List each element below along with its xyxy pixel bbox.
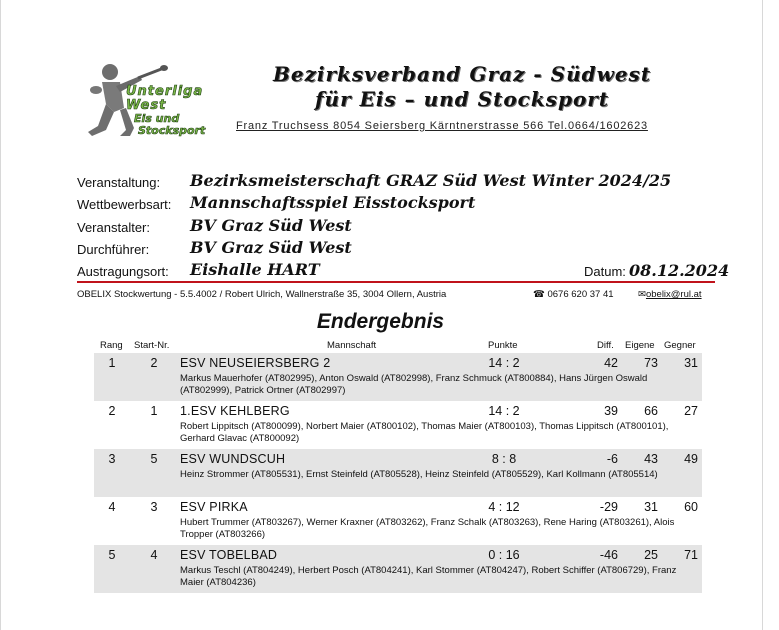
own-cell: 31 bbox=[644, 500, 658, 514]
diff-cell: 42 bbox=[604, 356, 618, 370]
table-row bbox=[94, 449, 702, 497]
points-cell: 4 : 12 bbox=[488, 500, 520, 514]
player-list: Robert Lippitsch (AT800099), Norbert Maier (AT800102), Thomas Maier (AT800103), Thomas Lippitsch (AT800101), Gerhard Glavac (AT800092) bbox=[180, 421, 669, 444]
org-title-line1: Bezirksverband Graz - Südwest bbox=[272, 62, 652, 86]
start-number-cell: 2 bbox=[150, 356, 158, 370]
divider-rule bbox=[77, 281, 715, 283]
info-value: BV Graz Süd West bbox=[190, 238, 352, 257]
team-name: ESV TOBELBAD bbox=[180, 548, 278, 562]
mail-icon: ✉ bbox=[638, 289, 646, 300]
info-value: Eishalle HART bbox=[190, 260, 320, 279]
points-cell: 8 : 8 bbox=[491, 452, 517, 466]
date-value: 08.12.2024 bbox=[629, 261, 730, 280]
table-row bbox=[94, 497, 702, 545]
points-cell: 14 : 2 bbox=[488, 356, 520, 370]
info-value: Mannschaftsspiel Eisstocksport bbox=[190, 193, 476, 212]
info-label: Veranstalter: bbox=[77, 220, 150, 235]
start-number-cell: 3 bbox=[150, 500, 158, 514]
info-label: Veranstaltung: bbox=[77, 175, 161, 190]
start-number-cell: 4 bbox=[150, 548, 158, 562]
result-title bbox=[0, 310, 779, 334]
col-header-rank: Rang bbox=[100, 340, 123, 351]
opponent-cell: 71 bbox=[684, 548, 698, 562]
team-name: ESV PIRKA bbox=[180, 500, 248, 514]
opponent-cell: 60 bbox=[684, 500, 698, 514]
opponent-cell: 27 bbox=[684, 404, 698, 418]
logo-text-line4: Stocksport bbox=[138, 124, 206, 137]
points-cell: 14 : 2 bbox=[488, 404, 520, 418]
results-table bbox=[94, 353, 702, 593]
table-row bbox=[94, 545, 702, 593]
own-cell: 43 bbox=[644, 452, 658, 466]
player-list: Markus Teschl (AT804249), Herbert Posch (AT804241), Karl Stommer (AT804247), Robert Schiffer (AT806729), Franz Maier (AT804236) bbox=[180, 565, 677, 588]
col-header-own: Eigene bbox=[625, 340, 655, 351]
info-value: Bezirksmeisterschaft GRAZ Süd West Winter 2024/25 bbox=[190, 171, 672, 190]
opponent-cell: 49 bbox=[684, 452, 698, 466]
info-label: Durchführer: bbox=[77, 242, 150, 257]
software-credit: OBELIX Stockwertung - 5.5.4002 / Robert Ulrich, Wallnerstraße 35, 3004 Ollern, Austria bbox=[77, 289, 447, 300]
logo-text-line3: Eis und bbox=[134, 112, 180, 125]
col-header-points: Punkte bbox=[488, 340, 518, 351]
start-number-cell: 1 bbox=[150, 404, 158, 418]
team-name: 1.ESV KEHLBERG bbox=[180, 404, 290, 418]
col-header-diff: Diff. bbox=[597, 340, 614, 351]
rank-cell: 5 bbox=[108, 548, 116, 562]
result-title-text: Endergebnis bbox=[316, 310, 445, 333]
info-value: BV Graz Süd West bbox=[190, 216, 352, 235]
col-header-start: Start-Nr. bbox=[134, 340, 170, 351]
org-address: Franz Truchsess 8054 Seiersberg Kärntnerstrasse 566 Tel.0664/1602623 bbox=[236, 120, 648, 132]
diff-cell: -6 bbox=[606, 452, 618, 466]
table-row bbox=[94, 401, 702, 449]
opponent-cell: 31 bbox=[684, 356, 698, 370]
own-cell: 66 bbox=[644, 404, 658, 418]
team-name: ESV NEUSEIERSBERG 2 bbox=[180, 356, 331, 370]
diff-cell: -46 bbox=[599, 548, 618, 562]
player-list: Markus Mauerhofer (AT802995), Anton Oswald (AT802998), Franz Schmuck (AT800884), Hans Jürgen Oswald (AT802999), Patrick Ortner (AT802997) bbox=[180, 373, 648, 396]
logo-text-line2: West bbox=[126, 98, 167, 113]
email-link[interactable] bbox=[638, 289, 702, 300]
org-title-line2: für Eis – und Stocksport bbox=[314, 87, 610, 111]
info-label: Austragungsort: bbox=[77, 264, 169, 279]
player-list: Heinz Strommer (AT805531), Ernst Steinfeld (AT805528), Heinz Steinfeld (AT805529), Karl Kollmann (AT805514) bbox=[180, 469, 658, 480]
rank-cell: 4 bbox=[108, 500, 116, 514]
start-number-cell: 5 bbox=[150, 452, 158, 466]
info-label: Wettbewerbsart: bbox=[77, 197, 172, 212]
email-text[interactable]: obelix@rul.at bbox=[645, 289, 702, 300]
rank-cell: 3 bbox=[108, 452, 116, 466]
team-name: ESV WUNDSCUH bbox=[180, 452, 286, 466]
club-logo bbox=[80, 60, 222, 140]
player-list: Hubert Trummer (AT803267), Werner Kraxner (AT803262), Franz Schalk (AT803263), Rene Haring (AT803261), Alois Tropper (AT803266) bbox=[180, 517, 675, 540]
diff-cell: 39 bbox=[604, 404, 618, 418]
phone-number: ☎ 0676 620 37 41 bbox=[533, 289, 614, 300]
date-label: Datum: bbox=[584, 264, 626, 279]
table-row bbox=[94, 353, 702, 401]
rank-cell: 2 bbox=[108, 404, 116, 418]
own-cell: 73 bbox=[644, 356, 658, 370]
points-cell: 0 : 16 bbox=[488, 548, 520, 562]
rank-cell: 1 bbox=[108, 356, 116, 370]
own-cell: 25 bbox=[644, 548, 658, 562]
col-header-team: Mannschaft bbox=[327, 340, 377, 351]
logo-text-line1: Unterliga bbox=[126, 84, 204, 99]
diff-cell: -29 bbox=[599, 500, 618, 514]
col-header-opp: Gegner bbox=[664, 340, 696, 351]
